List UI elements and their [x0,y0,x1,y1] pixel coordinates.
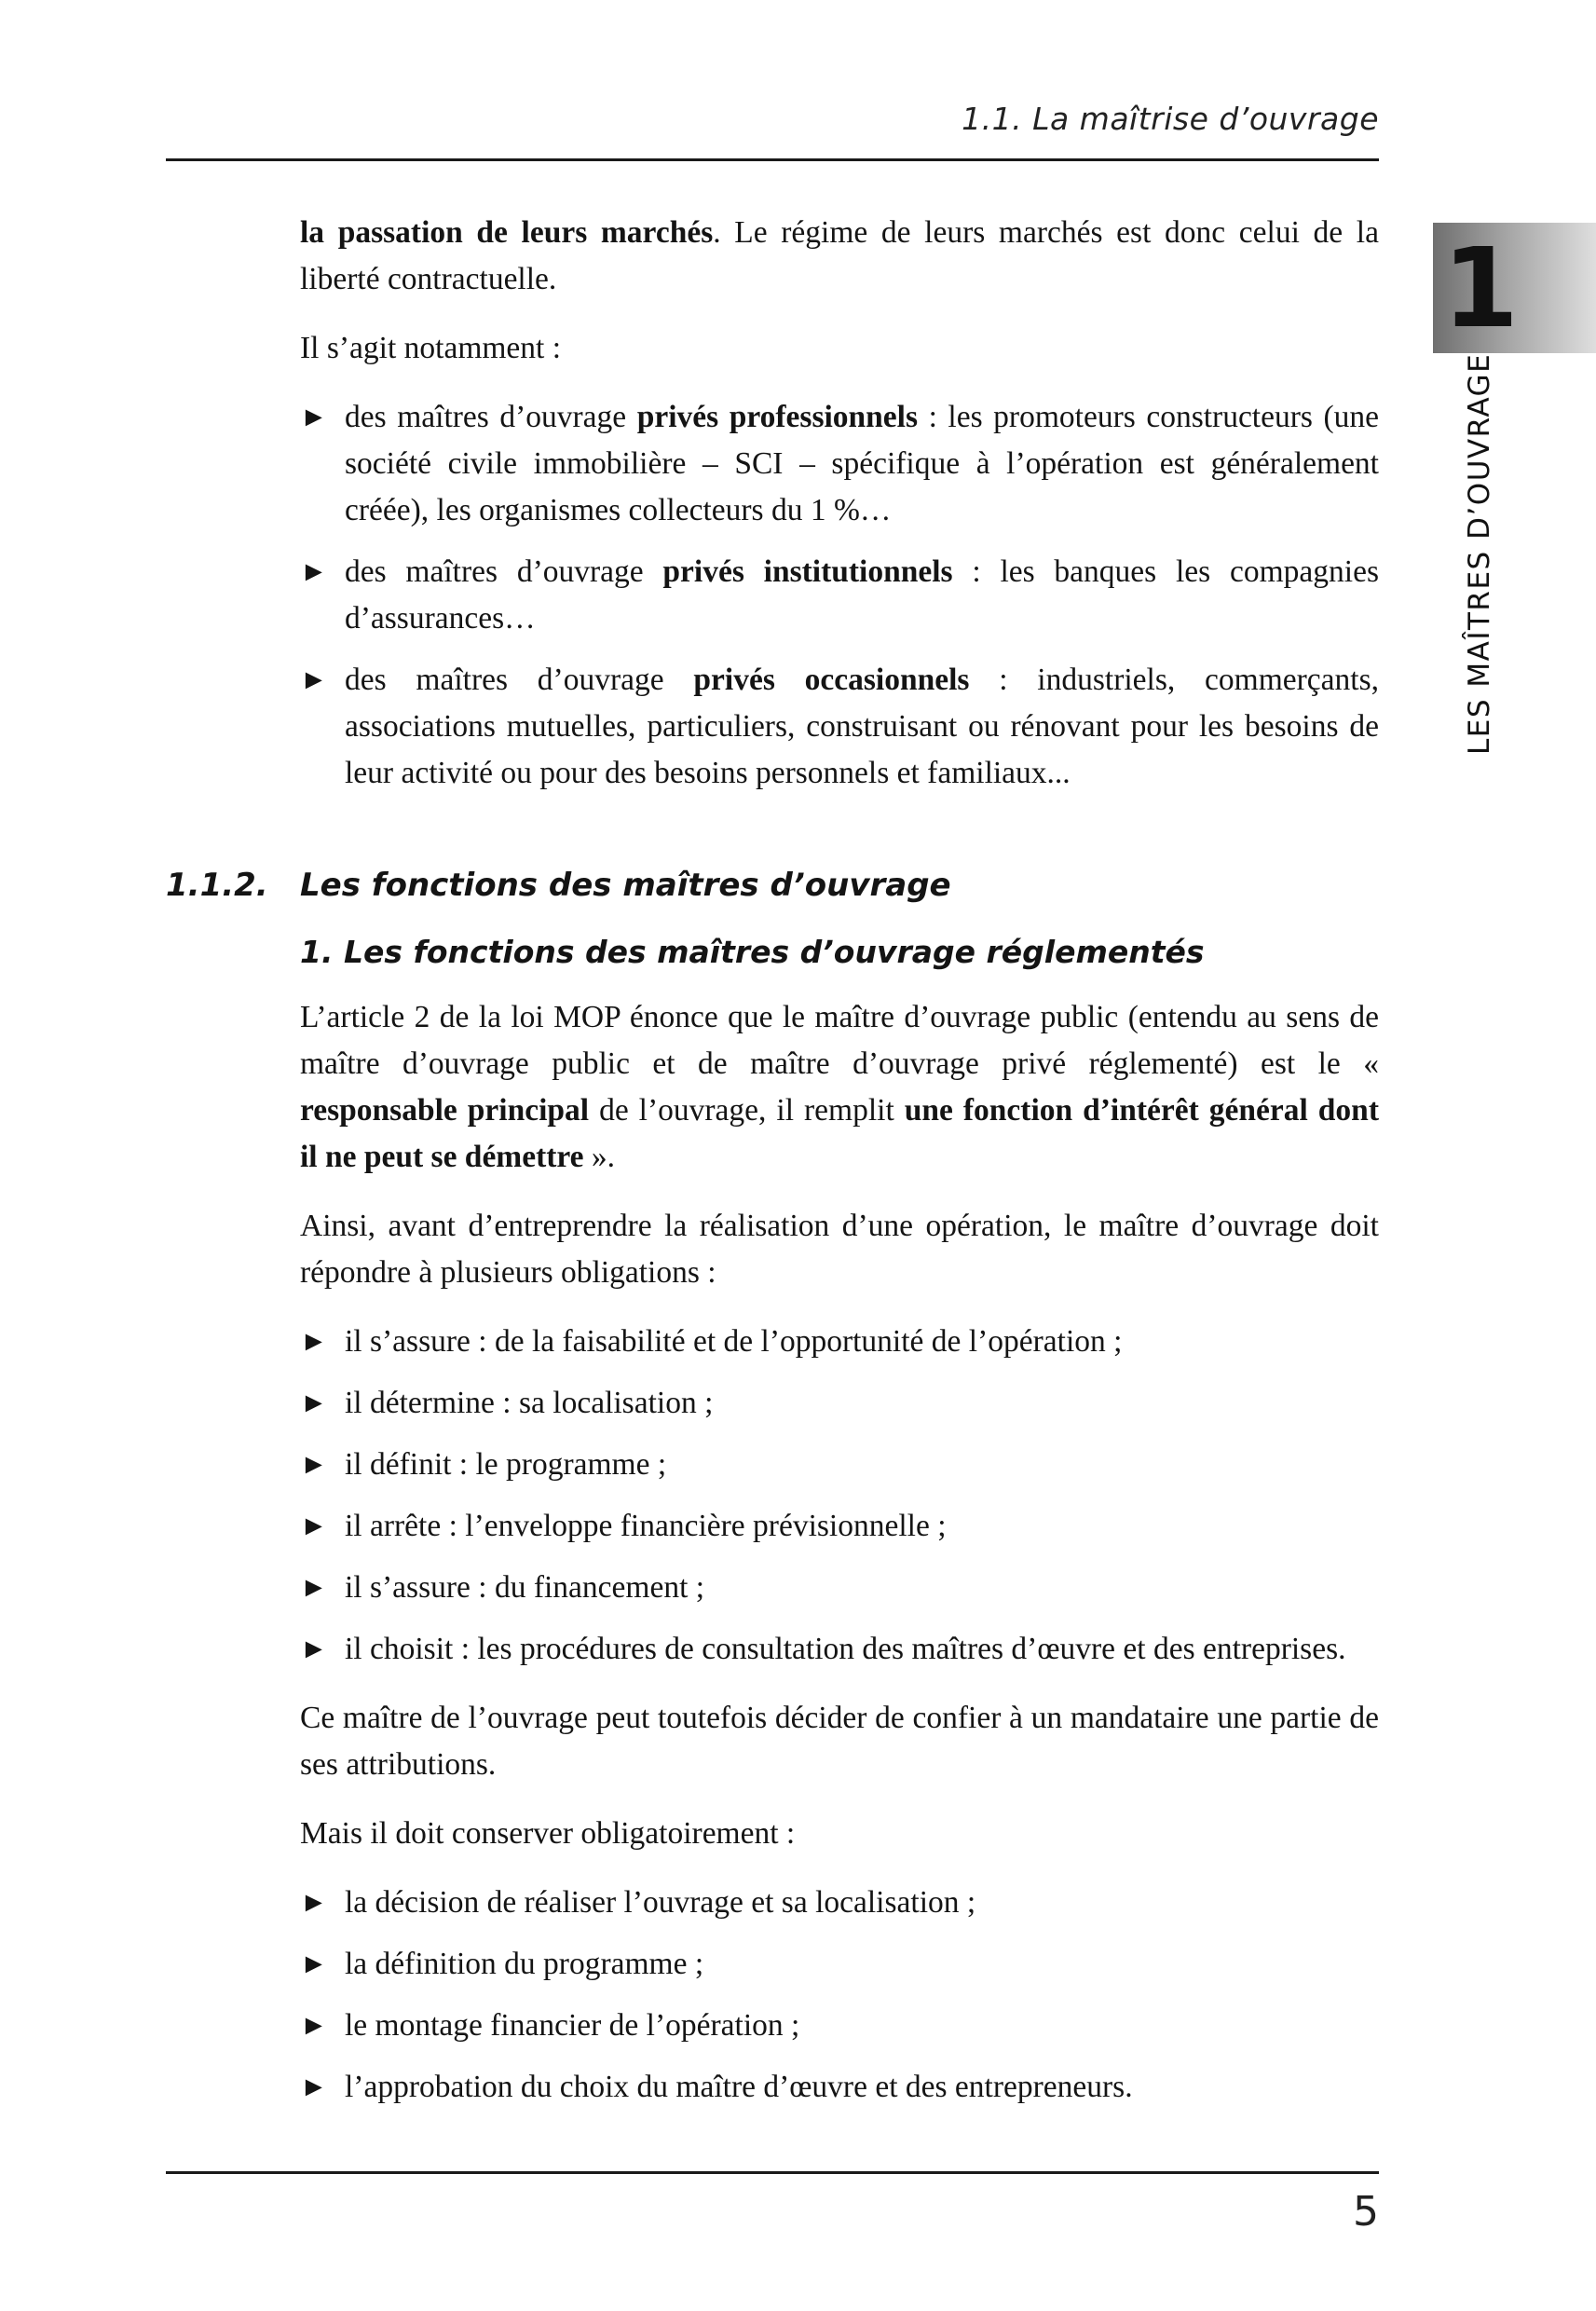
triangle-bullet-icon: ► [300,556,328,587]
list-item [300,1941,1379,1988]
triangle-bullet-icon: ► [300,1449,328,1480]
text: le montage financier de l’opération ; [345,2008,800,2043]
triangle-bullet-icon: ► [300,1887,328,1918]
list-item [300,1319,1379,1365]
text: la décision de réaliser l’ouvrage et sa localisation ; [345,1885,976,1920]
bold-text: la passation de leurs marchés [300,215,714,250]
list-item [300,1380,1379,1427]
text: de l’ouvrage, il remplit [589,1093,905,1128]
text: il s’assure : de la faisabilité et de l’opportunité de l’opération ; [345,1324,1123,1359]
text: : industriels, commerçants, associations mutuelles, particuliers, construisant ou rénovant pour les besoins de leur activité ou pour des besoins personnels et familiaux... [345,663,1379,790]
list-item [300,1565,1379,1611]
owner-types-list [300,394,1379,797]
triangle-bullet-icon: ► [300,1634,328,1664]
subsection-heading: 1. Les fonctions des maîtres d’ouvrage réglementés [300,934,1205,970]
intro-paragraph [300,210,1379,303]
text: L’article 2 de la loi MOP énonce que le maître d’ouvrage public (entendu au sens de maître d’ouvrage public et de maître d’ouvrage privé réglementé) est le « [300,1000,1379,1081]
page-number: 5 [1353,2188,1379,2236]
header-rule [166,158,1379,161]
retained-intro: Mais il doit conserver obligatoirement : [300,1816,796,1851]
retained-list [300,1880,1379,2111]
text: des maîtres d’ouvrage [345,554,663,589]
bold-text: privés institutionnels [662,554,953,589]
triangle-bullet-icon: ► [300,1949,328,1979]
list-item [300,549,1379,642]
text: il définit : le programme ; [345,1447,667,1482]
text: la définition du programme ; [345,1947,704,1981]
text: il s’assure : du financement ; [345,1570,705,1605]
bold-text: responsable principal [300,1093,590,1128]
chapter-number: 1 [1442,224,1520,352]
triangle-bullet-icon: ► [300,1572,328,1603]
list-item [300,1442,1379,1488]
text: . Le régime de leurs marchés est donc celui de la liberté contractuelle. [300,215,1379,296]
list-item [300,1626,1379,1673]
section-title: Les fonctions des maîtres d’ouvrage [300,867,951,904]
section-heading [166,862,1379,909]
intro-lead: Il s’agit notamment : [300,331,562,365]
text: l’approbation du choix du maître d’œuvre et des entrepreneurs. [345,2070,1133,2104]
delegation-paragraph: Ce maître de l’ouvrage peut toutefois décider de confier à un mandataire une partie de ses attributions. [300,1701,1379,1782]
triangle-bullet-icon: ► [300,1511,328,1541]
bold-text: une fonction d’intérêt général dont il ne peut se démettre [300,1093,1379,1174]
article-paragraph [300,994,1379,1181]
list-item [300,2064,1379,2111]
section-number: 1.1.2. [166,867,268,904]
text: il arrête : l’enveloppe financière prévisionnelle ; [345,1509,947,1543]
triangle-bullet-icon: ► [300,2010,328,2041]
text: : les promoteurs constructeurs (une société civile immobilière – SCI – spécifique à l’opération est généralement créée), les organismes collecteurs du 1 %… [345,400,1380,527]
triangle-bullet-icon: ► [300,2072,328,2102]
text: il détermine : sa localisation ; [345,1386,714,1420]
obligations-list [300,1319,1379,1673]
bold-text: privés occasionnels [693,663,970,697]
text: ». [583,1140,616,1174]
text: il choisit : les procédures de consultation des maîtres d’œuvre et des entreprises. [345,1632,1346,1666]
triangle-bullet-icon: ► [300,1326,328,1357]
obligations-intro: Ainsi, avant d’entreprendre la réalisation d’une opération, le maître d’ouvrage doit répondre à plusieurs obligations : [300,1209,1379,1290]
footer-rule [166,2171,1379,2174]
text: des maîtres d’ouvrage [345,400,637,434]
list-item [300,2003,1379,2049]
list-item [300,657,1379,797]
list-item [300,1880,1379,1926]
triangle-bullet-icon: ► [300,402,328,432]
list-item [300,1503,1379,1550]
triangle-bullet-icon: ► [300,664,328,695]
triangle-bullet-icon: ► [300,1388,328,1418]
page-content [166,210,1380,2133]
bold-text: privés professionnels [636,400,919,434]
text: des maîtres d’ouvrage [345,663,694,697]
text: : les banques les compagnies d’assurances… [345,554,1379,636]
list-item [300,394,1379,534]
running-header: 1.1. La maîtrise d’ouvrage [962,101,1379,137]
chapter-side-label: LES MAÎTRES D’OUVRAGE [1463,352,1496,755]
